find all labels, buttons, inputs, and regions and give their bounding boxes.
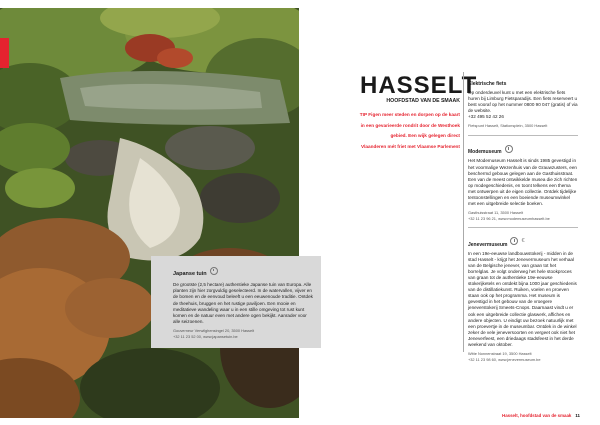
clock-icon [505, 145, 513, 153]
page-number: 11 [575, 413, 580, 418]
waterfall-garden-illustration [0, 8, 299, 418]
section-address: Fietspunt Hasselt, Stationsplein, 3500 Hasselt [468, 123, 548, 129]
section-body: Het Modemuseum Hasselt is sinds 1985 gevestigd in het voormalige Wezenhuis van de Grauwzusters, een beschermd gebouw gelegen aan de Gasthuisstraat. Een van de meest ontwikkelde musea die zich richten op modegeschiedenis, en toont telkens een thema met ontwerpen uit de eigen collectie. Ontdek tijdelijke tentoonstellingen en een boeiende museumwinkel met een uitgebreide selectie boeken. [468, 158, 578, 207]
section-phone: +32 495 52 42 26 [468, 114, 504, 120]
garden-photo [0, 8, 299, 418]
section-title: Modemuseum [468, 149, 502, 156]
euro-icon: € [521, 238, 525, 245]
section-elektrische-fiets [468, 72, 578, 129]
red-page-tab [0, 38, 9, 68]
page-subtitle: HOOFDSTAD VAN DE SMAAK [386, 98, 460, 104]
page-footer [470, 413, 580, 418]
section-contact: +32 11 23 98 60, www.jenevermuseum.be [468, 356, 541, 362]
section-divider [468, 135, 578, 136]
section-modemuseum [468, 140, 578, 221]
info-box-title: Japanse tuin [173, 271, 207, 277]
section-title: Jenevermuseum [468, 241, 508, 248]
info-box-contact: +32 11 23 52 00, www.japansetuin.be [173, 333, 238, 339]
page-title: HASSELT [360, 72, 478, 99]
section-address: Witte Nonnenstraat 19, 3500 Hasselt [468, 351, 532, 357]
section-body: In een 19e-eeuwse landbouwstokerij - midden in de stad Hasselt - krijgt het Jenevermuseum het verhaal van de Belgische jenever, van graan tot het borrelglas. Je volgt onderweg het hele stookproces van graan tot de authentieke 19e-eeuwse stokerijketels en ontdekt bijna 1000 jaar geschiedenis van de distillatiekunst. Ruiken, voelen en proeven staan ook op het programma. Het museum is gevestigd in het gebouw van de vroegere jeneverstokerij Smeets-Cnops. Daarnaast vindt u er ook een uitgebreide collectie glaswerk, affiches en andere objecten. U eindigt uw bezoek natuurlijk met een proevertje in de museumbar. Ontdek in de winkel zeker de vele jeneversoorten en vergeet ook niet het Jeneverfeest, een driedaags stadsfeest in het derde weekend van oktober. [468, 250, 577, 348]
intro-line: in een gevarieerde rondrit door de Westhoek [360, 122, 460, 128]
section-divider [468, 227, 578, 228]
clock-icon [510, 237, 518, 245]
section-jenevermuseum [468, 233, 578, 362]
clock-icon [210, 267, 218, 275]
intro-line: TIP Figen meer steden en dorpen op de kaart [359, 112, 460, 117]
column-divider [463, 72, 464, 352]
intro-line: Vlaanderen mét friet met Vlaamse Parlement [360, 143, 460, 149]
sidebar-column [468, 72, 578, 362]
section-contact: +32 11 23 96 21, www.modemuseumhasselt.be [468, 215, 550, 221]
section-body: Op onderdeuvel kunt u met een elektrische fiets huren bij Limburg Fietsparadijs. Een fiets reserveert u best vooraf op het nummer 0800 90 047 (gratis) of via de website. [468, 90, 578, 114]
section-title: Elektrische fiets [468, 81, 507, 87]
info-box-address: Gouverneur Verwilghensingel 20, 3500 Hasselt [173, 328, 255, 334]
intro-tip [348, 110, 460, 152]
intro-line: gebied. Een wijk gelegen direct [390, 133, 460, 138]
section-address: Gasthuisstraat 11, 3500 Hasselt [468, 210, 524, 216]
footer-label: Hasselt, hoofdstad van de smaak [502, 413, 572, 418]
info-box-japanse-tuin [151, 256, 321, 348]
info-box-body: De grootste (2,5 hectare) authentieke Japanse tuin van Europa. Alle planten zijn hier zorgvuldig geselecteerd. In de watervallen, vijver en de bomen en de eenvoud beleeft u een eeuwenoude traditie. Ontdek de theehuis, bruggen en het rustige paviljoen. Een mooie en meditatieve wandeling waar u in een stille omgeving tot rust kunt komen en de natuur even met andere ogen bekijkt. Aanrader voor alle seizoenen. [173, 282, 313, 325]
